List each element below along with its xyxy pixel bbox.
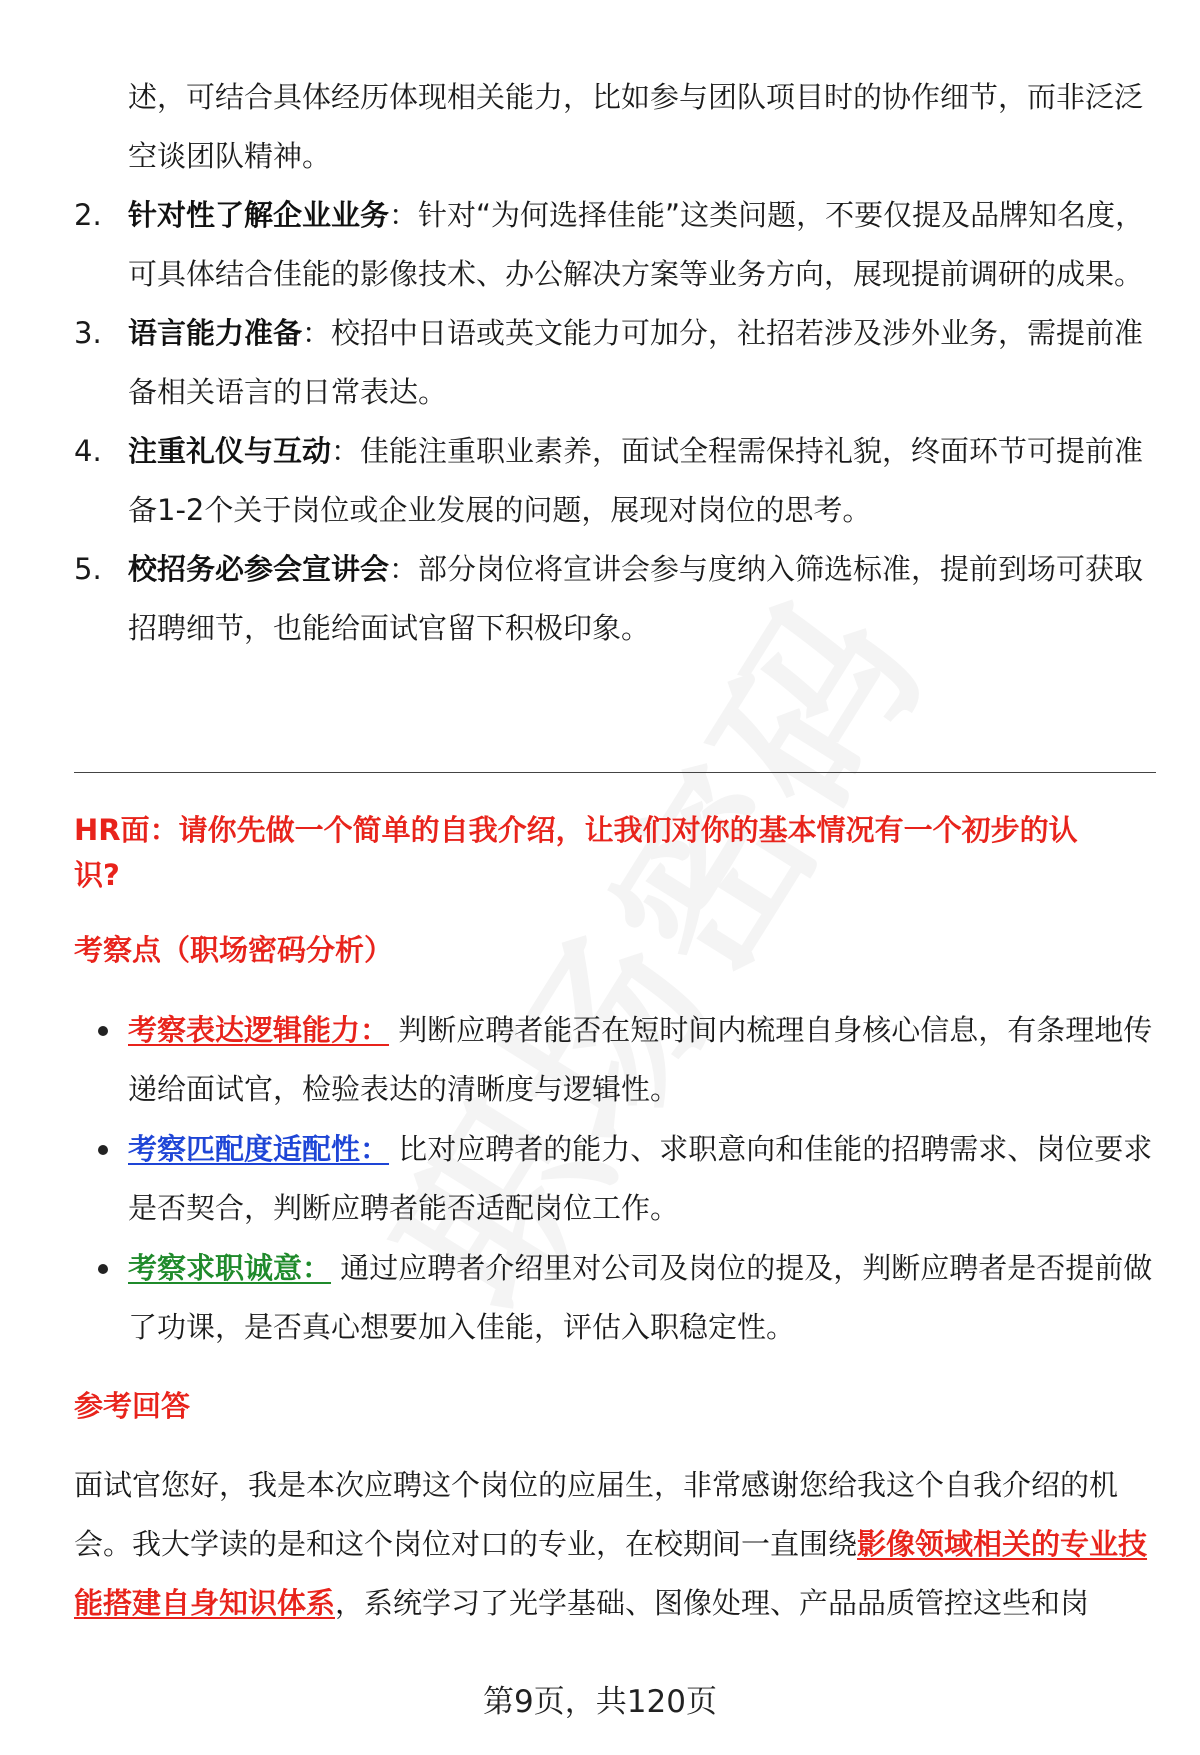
analysis-bullet bbox=[74, 1120, 1164, 1238]
tip-number: 4. bbox=[74, 434, 102, 468]
tip-number: 5. bbox=[74, 552, 102, 586]
tip-item bbox=[74, 304, 1154, 422]
analysis-bullet bbox=[74, 1239, 1164, 1357]
tip-term: 语言能力准备 bbox=[128, 316, 303, 350]
analysis-bullet bbox=[74, 1001, 1164, 1119]
tip-text: ：校招中日语或英文能力可加分，社招若涉及涉外业务，需提前准备相关语言的日常表达。 bbox=[128, 316, 1144, 409]
tip-term: 注重礼仪与互动 bbox=[128, 434, 332, 468]
bullet-dot bbox=[98, 1026, 108, 1036]
tip-item bbox=[74, 540, 1154, 658]
tip-text: ：佳能注重职业素养，面试全程需保持礼貌，终面环节可提前准备1-2个关于岗位或企业发展的问题，展现对岗位的思考。 bbox=[128, 434, 1144, 527]
tip-text: ：部分岗位将宣讲会参与度纳入筛选标准，提前到场可获取招聘细节，也能给面试官留下积极印象。 bbox=[128, 552, 1144, 645]
answer-paragraph bbox=[74, 1456, 1156, 1633]
bullet-keyword: 考察求职诚意： bbox=[128, 1251, 332, 1285]
tips-list bbox=[74, 68, 1154, 658]
page-number: 第9页，共120页 bbox=[483, 1684, 717, 1720]
interview-question: HR面：请你先做一个简单的自我介绍，让我们对你的基本情况有一个初步的认识? bbox=[74, 813, 1078, 892]
tip-item bbox=[74, 186, 1154, 304]
tip-item bbox=[74, 422, 1154, 540]
tip-continuation: 述，可结合具体经历体现相关能力，比如参与团队项目时的协作细节，而非泛泛空谈团队精神。 bbox=[128, 80, 1144, 173]
tip-term: 针对性了解企业业务 bbox=[128, 198, 390, 232]
bullet-keyword: 考察匹配度适配性： bbox=[128, 1132, 390, 1166]
answer-heading: 参考回答 bbox=[74, 1389, 191, 1423]
tip-term: 校招务必参会宣讲会 bbox=[128, 552, 390, 586]
bullet-dot bbox=[98, 1145, 108, 1155]
bullet-dot bbox=[98, 1264, 108, 1274]
bullet-keyword: 考察表达逻辑能力： bbox=[128, 1013, 390, 1047]
analysis-heading: 考察点（职场密码分析） bbox=[74, 933, 394, 967]
bullet-text: 比对应聘者的能力、求职意向和佳能的招聘需求、岗位要求是否契合，判断应聘者能否适配岗位工作。 bbox=[128, 1132, 1153, 1225]
section-divider bbox=[74, 772, 1156, 773]
analysis-bullets bbox=[74, 1001, 1164, 1358]
bullet-text: 判断应聘者能否在短时间内梳理自身核心信息，有条理地传递给面试官，检验表达的清晰度与逻辑性。 bbox=[128, 1013, 1153, 1106]
answer-highlight: 影像领域相关的专业技能搭建自身知识体系 bbox=[74, 1527, 1148, 1620]
bullet-text: 通过应聘者介绍里对公司及岗位的提及，判断应聘者是否提前做了功课，是否真心想要加入佳能，评估入职稳定性。 bbox=[128, 1251, 1153, 1344]
tip-number: 2. bbox=[74, 198, 102, 232]
answer-text: ，系统学习了光学基础、图像处理、产品品质管控这些和岗 bbox=[335, 1586, 1090, 1620]
answer-text: 面试官您好，我是本次应聘这个岗位的应届生，非常感谢您给我这个自我介绍的机会。我大学读的是和这个岗位对口的专业，在校期间一直围绕 bbox=[74, 1468, 1119, 1561]
tip-text: ：针对“为何选择佳能”这类问题，不要仅提及品牌知名度，可具体结合佳能的影像技术、办公解决方案等业务方向，展现提前调研的成果。 bbox=[128, 198, 1145, 291]
tip-number: 3. bbox=[74, 316, 102, 350]
